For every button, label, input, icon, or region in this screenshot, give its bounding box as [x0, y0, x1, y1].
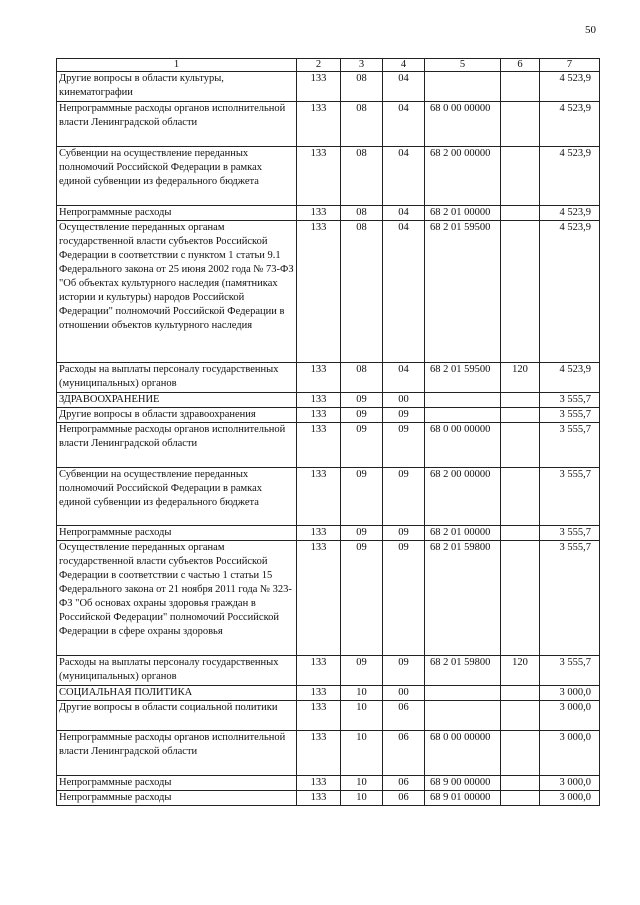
target-article-cell: [425, 701, 501, 731]
expense-type-cell: 120: [501, 656, 540, 686]
amount-cell: 4 523,9: [540, 221, 600, 363]
target-article-cell: 68 2 01 00000: [425, 526, 501, 541]
admin-code-cell: 133: [297, 686, 341, 701]
target-article-cell: 68 2 00 00000: [425, 468, 501, 526]
target-article-cell: 68 9 00 00000: [425, 776, 501, 791]
amount-cell: 3 555,7: [540, 541, 600, 656]
amount-cell: 4 523,9: [540, 72, 600, 102]
expense-type-cell: [501, 102, 540, 147]
section-code-cell: 09: [341, 408, 383, 423]
target-article-cell: 68 0 00 00000: [425, 423, 501, 468]
expense-type-cell: [501, 206, 540, 221]
expense-type-cell: [501, 468, 540, 526]
table-row: [57, 423, 600, 468]
amount-cell: 3 000,0: [540, 731, 600, 776]
expense-type-cell: [501, 791, 540, 806]
table-row: [57, 221, 600, 363]
subsection-code-cell: 04: [383, 363, 425, 393]
column-header: 5: [425, 59, 501, 72]
admin-code-cell: 133: [297, 393, 341, 408]
amount-cell: 3 555,7: [540, 468, 600, 526]
subsection-code-cell: 04: [383, 221, 425, 363]
expense-type-cell: 120: [501, 363, 540, 393]
admin-code-cell: 133: [297, 363, 341, 393]
amount-cell: 4 523,9: [540, 363, 600, 393]
row-name-cell: Расходы на выплаты персоналу государственных (муниципальных) органов: [57, 363, 297, 393]
section-code-cell: 08: [341, 221, 383, 363]
target-article-cell: 68 9 01 00000: [425, 791, 501, 806]
admin-code-cell: 133: [297, 221, 341, 363]
expense-type-cell: [501, 72, 540, 102]
table-row: [57, 731, 600, 776]
amount-cell: 3 000,0: [540, 701, 600, 731]
row-name-cell: Расходы на выплаты персоналу государственных (муниципальных) органов: [57, 656, 297, 686]
row-name-cell: Непрограммные расходы органов исполнительной власти Ленинградской области: [57, 423, 297, 468]
admin-code-cell: 133: [297, 468, 341, 526]
admin-code-cell: 133: [297, 701, 341, 731]
expense-type-cell: [501, 701, 540, 731]
table-row: [57, 656, 600, 686]
table-row: [57, 102, 600, 147]
subsection-code-cell: 04: [383, 206, 425, 221]
section-code-cell: 09: [341, 393, 383, 408]
table-row: [57, 526, 600, 541]
column-header: 7: [540, 59, 600, 72]
budget-table: [56, 58, 600, 806]
row-name-cell: Субвенции на осуществление переданных полномочий Российской Федерации в рамках единой субвенции из федерального бюджета: [57, 468, 297, 526]
table-row: [57, 776, 600, 791]
section-code-cell: 08: [341, 206, 383, 221]
table-row: [57, 701, 600, 731]
subsection-code-cell: 09: [383, 408, 425, 423]
section-code-cell: 10: [341, 791, 383, 806]
target-article-cell: [425, 393, 501, 408]
section-code-cell: 09: [341, 541, 383, 656]
target-article-cell: [425, 408, 501, 423]
expense-type-cell: [501, 221, 540, 363]
target-article-cell: 68 0 00 00000: [425, 102, 501, 147]
subsection-code-cell: 09: [383, 468, 425, 526]
amount-cell: 3 555,7: [540, 408, 600, 423]
expense-type-cell: [501, 731, 540, 776]
row-name-cell: Другие вопросы в области культуры, кинематографии: [57, 72, 297, 102]
column-header: 1: [57, 59, 297, 72]
table-row: [57, 206, 600, 221]
row-name-cell: Непрограммные расходы: [57, 526, 297, 541]
section-code-cell: 10: [341, 731, 383, 776]
row-name-cell: Непрограммные расходы органов исполнительной власти Ленинградской области: [57, 102, 297, 147]
admin-code-cell: 133: [297, 541, 341, 656]
expense-type-cell: [501, 686, 540, 701]
subsection-code-cell: 00: [383, 686, 425, 701]
subsection-code-cell: 06: [383, 791, 425, 806]
section-code-cell: 10: [341, 686, 383, 701]
subsection-code-cell: 06: [383, 731, 425, 776]
column-header: 3: [341, 59, 383, 72]
amount-cell: 3 555,7: [540, 393, 600, 408]
column-header: 2: [297, 59, 341, 72]
admin-code-cell: 133: [297, 408, 341, 423]
amount-cell: 3 555,7: [540, 423, 600, 468]
section-code-cell: 08: [341, 147, 383, 206]
row-name-cell: Осуществление переданных органам государственной власти субъектов Российской Федерации в соответствии с частью 1 статьи 15 Федерального закона от 21 ноября 2011 года № 323-ФЗ "Об основах охраны здоровья граждан в Российской Федерации" полномочий Российской Федерации в сфере охраны здоровья: [57, 541, 297, 656]
table-row: [57, 72, 600, 102]
subsection-code-cell: 06: [383, 701, 425, 731]
row-name-cell: Субвенции на осуществление переданных полномочий Российской Федерации в рамках единой субвенции из федерального бюджета: [57, 147, 297, 206]
amount-cell: 3 000,0: [540, 776, 600, 791]
expense-type-cell: [501, 526, 540, 541]
admin-code-cell: 133: [297, 731, 341, 776]
section-code-cell: 08: [341, 363, 383, 393]
section-code-cell: 09: [341, 656, 383, 686]
target-article-cell: 68 0 00 00000: [425, 731, 501, 776]
admin-code-cell: 133: [297, 791, 341, 806]
table-row: [57, 686, 600, 701]
page-number: 50: [585, 24, 596, 36]
row-name-cell: Непрограммные расходы: [57, 206, 297, 221]
table-row: [57, 408, 600, 423]
subsection-code-cell: 09: [383, 541, 425, 656]
subsection-code-cell: 09: [383, 656, 425, 686]
subsection-code-cell: 04: [383, 102, 425, 147]
admin-code-cell: 133: [297, 656, 341, 686]
subsection-code-cell: 04: [383, 72, 425, 102]
target-article-cell: 68 2 01 59800: [425, 656, 501, 686]
amount-cell: 3 555,7: [540, 526, 600, 541]
section-code-cell: 08: [341, 72, 383, 102]
target-article-cell: 68 2 00 00000: [425, 147, 501, 206]
section-code-cell: 10: [341, 776, 383, 791]
section-code-cell: 10: [341, 701, 383, 731]
expense-type-cell: [501, 541, 540, 656]
admin-code-cell: 133: [297, 147, 341, 206]
expense-type-cell: [501, 408, 540, 423]
table-row: [57, 147, 600, 206]
row-name-cell: Непрограммные расходы: [57, 776, 297, 791]
section-code-cell: 08: [341, 102, 383, 147]
target-article-cell: [425, 72, 501, 102]
subsection-code-cell: 06: [383, 776, 425, 791]
admin-code-cell: 133: [297, 102, 341, 147]
expense-type-cell: [501, 147, 540, 206]
admin-code-cell: 133: [297, 423, 341, 468]
table-row: [57, 393, 600, 408]
table-row: [57, 363, 600, 393]
target-article-cell: 68 2 01 59500: [425, 363, 501, 393]
admin-code-cell: 133: [297, 526, 341, 541]
target-article-cell: 68 2 01 59800: [425, 541, 501, 656]
row-name-cell: ЗДРАВООХРАНЕНИЕ: [57, 393, 297, 408]
amount-cell: 3 000,0: [540, 791, 600, 806]
section-code-cell: 09: [341, 468, 383, 526]
row-name-cell: Непрограммные расходы органов исполнительной власти Ленинградской области: [57, 731, 297, 776]
table-row: [57, 468, 600, 526]
amount-cell: 4 523,9: [540, 102, 600, 147]
row-name-cell: Непрограммные расходы: [57, 791, 297, 806]
amount-cell: 3 000,0: [540, 686, 600, 701]
table-body: [57, 72, 600, 806]
expense-type-cell: [501, 393, 540, 408]
target-article-cell: [425, 686, 501, 701]
table-row: [57, 541, 600, 656]
row-name-cell: Другие вопросы в области социальной политики: [57, 701, 297, 731]
column-header: 4: [383, 59, 425, 72]
amount-cell: 4 523,9: [540, 206, 600, 221]
amount-cell: 3 555,7: [540, 656, 600, 686]
column-header: 6: [501, 59, 540, 72]
row-name-cell: СОЦИАЛЬНАЯ ПОЛИТИКА: [57, 686, 297, 701]
expense-type-cell: [501, 423, 540, 468]
admin-code-cell: 133: [297, 72, 341, 102]
row-name-cell: Осуществление переданных органам государственной власти субъектов Российской Федерации в соответствии с пунктом 1 статьи 9.1 Федерального закона от 25 июня 2002 года № 73-ФЗ "Об объектах культурного наследия (памятниках истории и культуры) народов Российской Федерации" полномочий Российской Федерации в отношении объектов культурного наследия: [57, 221, 297, 363]
table-row: [57, 791, 600, 806]
subsection-code-cell: 09: [383, 526, 425, 541]
expense-type-cell: [501, 776, 540, 791]
section-code-cell: 09: [341, 526, 383, 541]
subsection-code-cell: 04: [383, 147, 425, 206]
subsection-code-cell: 09: [383, 423, 425, 468]
target-article-cell: 68 2 01 59500: [425, 221, 501, 363]
target-article-cell: 68 2 01 00000: [425, 206, 501, 221]
admin-code-cell: 133: [297, 776, 341, 791]
section-code-cell: 09: [341, 423, 383, 468]
row-name-cell: Другие вопросы в области здравоохранения: [57, 408, 297, 423]
table-header-row: [57, 59, 600, 72]
subsection-code-cell: 00: [383, 393, 425, 408]
amount-cell: 4 523,9: [540, 147, 600, 206]
admin-code-cell: 133: [297, 206, 341, 221]
